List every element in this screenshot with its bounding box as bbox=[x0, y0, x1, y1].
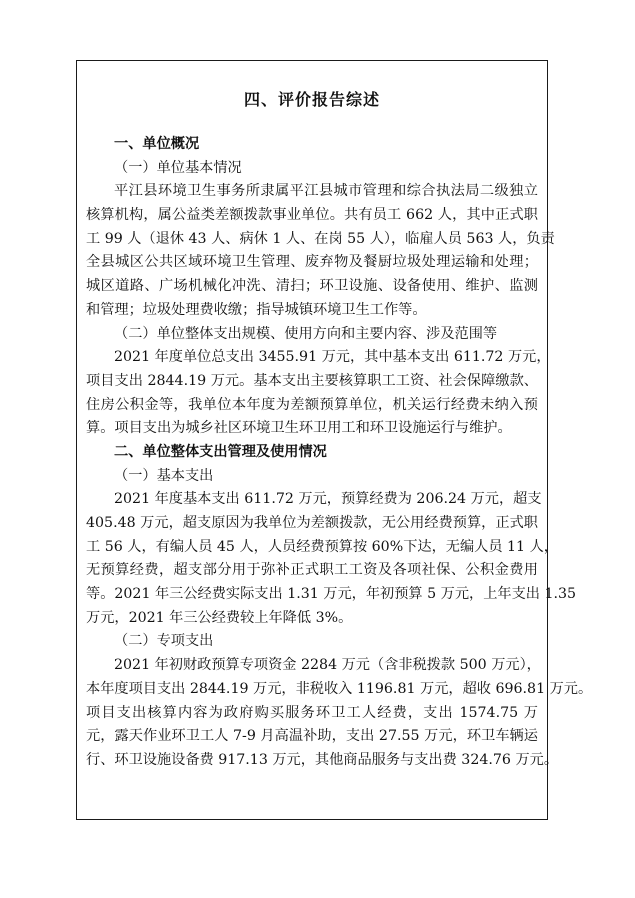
paragraph-line: 本年度项目支出 2844.19 万元，非税收入 1196.81 万元，超收 696.81 万元。 bbox=[86, 680, 593, 697]
paragraph-line: 全县城区公共区域环境卫生管理、废弃物及餐厨垃圾处理运输和处理； bbox=[86, 254, 538, 271]
paragraph-line: 无预算经费，超支部分用于弥补正式职工工资及各项社保、公积金费用 bbox=[86, 562, 538, 579]
paragraph-line: 2021 年度基本支出 611.72 万元，预算经费为 206.24 万元，超支 bbox=[114, 491, 542, 508]
paragraph-line: 等。2021 年三公经费实际支出 1.31 万元，年初预算 5 万元，上年支出 1.35 bbox=[86, 586, 577, 603]
paragraph-line: 和管理；垃圾处理费收缴；指导城镇环境卫生工作等。 bbox=[86, 301, 427, 318]
section-heading: 二、单位整体支出管理及使用情况 bbox=[114, 443, 327, 460]
paragraph-line: 2021 年初财政预算专项资金 2284 万元（含非税拨款 500 万元）， bbox=[114, 657, 541, 674]
report-body bbox=[86, 133, 593, 773]
paragraph-line: 城区道路、广场机械化冲洗、清扫；环卫设施、设备使用、维护、监测 bbox=[86, 278, 538, 295]
paragraph-line: 元，露天作业环卫工人 7-9 月高温补助，支出 27.55 万元，环卫车辆运 bbox=[86, 728, 538, 745]
paragraph-line: 项目支出核算内容为政府购买服务环卫工人经费，支出 1574.75 万 bbox=[86, 704, 538, 721]
report-frame bbox=[76, 60, 593, 820]
paragraph-line: 工 56 人，有编人员 45 人，人员经费预算按 60%下达，无编人员 11 人， bbox=[86, 538, 558, 555]
paragraph-line: 住房公积金等，我单位本年度为差额预算单位，机关运行经费未纳入预 bbox=[86, 396, 538, 413]
subsection-heading: （一）基本支出 bbox=[114, 467, 214, 484]
paragraph-line: 核算机构，属公益类差额拨款事业单位。共有员工 662 人，其中正式职 bbox=[86, 207, 538, 224]
paragraph-line: 2021 年度单位总支出 3455.91 万元，其中基本支出 611.72 万元， bbox=[114, 349, 551, 366]
paragraph-line: 项目支出 2844.19 万元。基本支出主要核算职工工资、社会保障缴款、 bbox=[86, 372, 538, 389]
paragraph-line: 算。项目支出为城乡社区环境卫生环卫用工和环卫设施运行与维护。 bbox=[86, 420, 512, 437]
subsection-heading: （一）单位基本情况 bbox=[114, 159, 242, 176]
paragraph-line: 平江县环境卫生事务所隶属平江县城市管理和综合执法局二级独立 bbox=[114, 183, 538, 200]
subsection-heading: （二）单位整体支出规模、使用方向和主要内容、涉及范围等 bbox=[114, 325, 498, 342]
subsection-heading: （二）专项支出 bbox=[114, 633, 214, 650]
paragraph-line: 工 99 人（退休 43 人、病休 1 人、在岗 55 人），临雇人员 563 人，负责 bbox=[86, 230, 555, 247]
section-heading: 一、单位概况 bbox=[114, 136, 200, 152]
section-title: 四、评价报告综述 bbox=[243, 90, 380, 109]
paragraph-line: 行、环卫设施设备费 917.13 万元，其他商品服务与支出费 324.76 万元。 bbox=[86, 751, 559, 768]
paragraph-line: 405.48 万元，超支原因为我单位为差额拨款，无公用经费预算，正式职 bbox=[86, 515, 538, 531]
paragraph-line: 万元，2021 年三公经费较上年降低 3%。 bbox=[86, 609, 353, 626]
